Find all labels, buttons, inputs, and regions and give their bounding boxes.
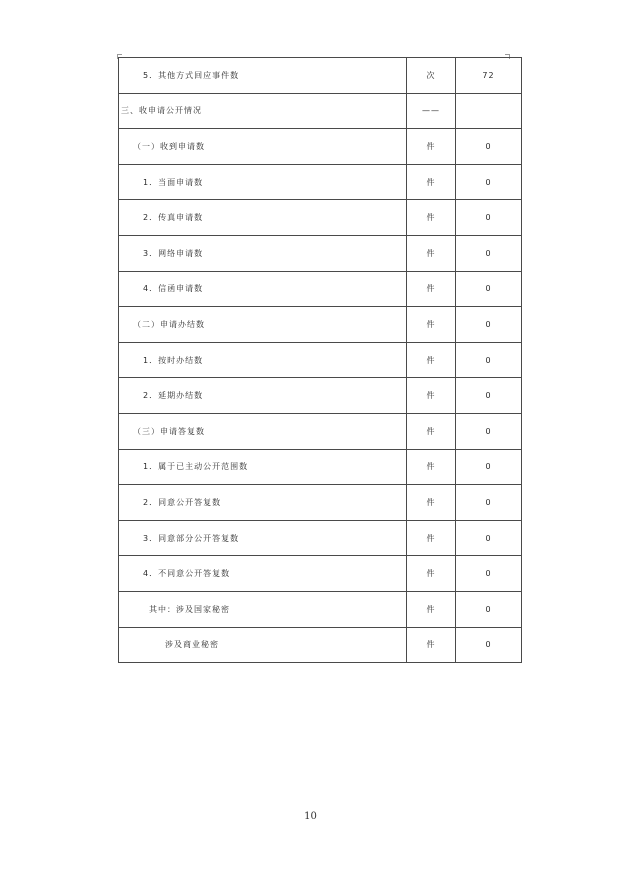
table-row	[119, 271, 522, 307]
table-row	[119, 235, 522, 271]
row-unit: 件	[407, 627, 456, 663]
row-unit: 件	[407, 449, 456, 485]
table-row	[119, 520, 522, 556]
row-value: 0	[456, 627, 522, 663]
row-unit: 件	[407, 485, 456, 521]
row-value: 0	[456, 342, 522, 378]
row-label: 涉及商业秘密	[119, 627, 407, 663]
row-value: 0	[456, 556, 522, 592]
row-value: 0	[456, 449, 522, 485]
row-value: 0	[456, 271, 522, 307]
row-label: 三、收申请公开情况	[119, 93, 407, 129]
table-row	[119, 591, 522, 627]
disclosure-statistics-table	[118, 57, 522, 663]
row-unit: 件	[407, 378, 456, 414]
table-body	[119, 58, 522, 663]
row-unit: 件	[407, 591, 456, 627]
table-row	[119, 200, 522, 236]
row-label: 4．不同意公开答复数	[119, 556, 407, 592]
row-label: 3．同意部分公开答复数	[119, 520, 407, 556]
row-label: 2．延期办结数	[119, 378, 407, 414]
row-unit: 件	[407, 129, 456, 165]
row-value: 0	[456, 485, 522, 521]
table-row	[119, 164, 522, 200]
row-value: 0	[456, 378, 522, 414]
row-label: （一）收到申请数	[119, 129, 407, 165]
row-label: 5．其他方式回应事件数	[119, 58, 407, 94]
table-row	[119, 556, 522, 592]
row-unit: 件	[407, 307, 456, 343]
row-label: （二）申请办结数	[119, 307, 407, 343]
row-label: 2．传真申请数	[119, 200, 407, 236]
row-value: 0	[456, 200, 522, 236]
row-value: 0	[456, 591, 522, 627]
row-value: 0	[456, 307, 522, 343]
row-unit: 件	[407, 520, 456, 556]
row-unit: ——	[407, 93, 456, 129]
table-row	[119, 58, 522, 94]
row-label: （三）申请答复数	[119, 413, 407, 449]
row-unit: 次	[407, 58, 456, 94]
row-value: 72	[456, 58, 522, 94]
table-row	[119, 627, 522, 663]
table-row	[119, 378, 522, 414]
row-value: 0	[456, 164, 522, 200]
row-label: 2．同意公开答复数	[119, 485, 407, 521]
row-unit: 件	[407, 235, 456, 271]
table-row	[119, 449, 522, 485]
table-row	[119, 129, 522, 165]
row-value	[456, 93, 522, 129]
table-row	[119, 93, 522, 129]
row-unit: 件	[407, 556, 456, 592]
row-unit: 件	[407, 271, 456, 307]
row-value: 0	[456, 520, 522, 556]
row-label: 3．网络申请数	[119, 235, 407, 271]
table-row	[119, 342, 522, 378]
row-label: 1．属于已主动公开范围数	[119, 449, 407, 485]
table-row	[119, 485, 522, 521]
table-row	[119, 307, 522, 343]
page-number: 10	[304, 811, 317, 822]
row-label: 1．按时办结数	[119, 342, 407, 378]
row-value: 0	[456, 413, 522, 449]
row-unit: 件	[407, 200, 456, 236]
row-label: 1．当面申请数	[119, 164, 407, 200]
row-unit: 件	[407, 164, 456, 200]
row-label: 4．信函申请数	[119, 271, 407, 307]
row-unit: 件	[407, 413, 456, 449]
row-label: 其中：涉及国家秘密	[119, 591, 407, 627]
table-row	[119, 413, 522, 449]
row-value: 0	[456, 235, 522, 271]
row-unit: 件	[407, 342, 456, 378]
row-value: 0	[456, 129, 522, 165]
